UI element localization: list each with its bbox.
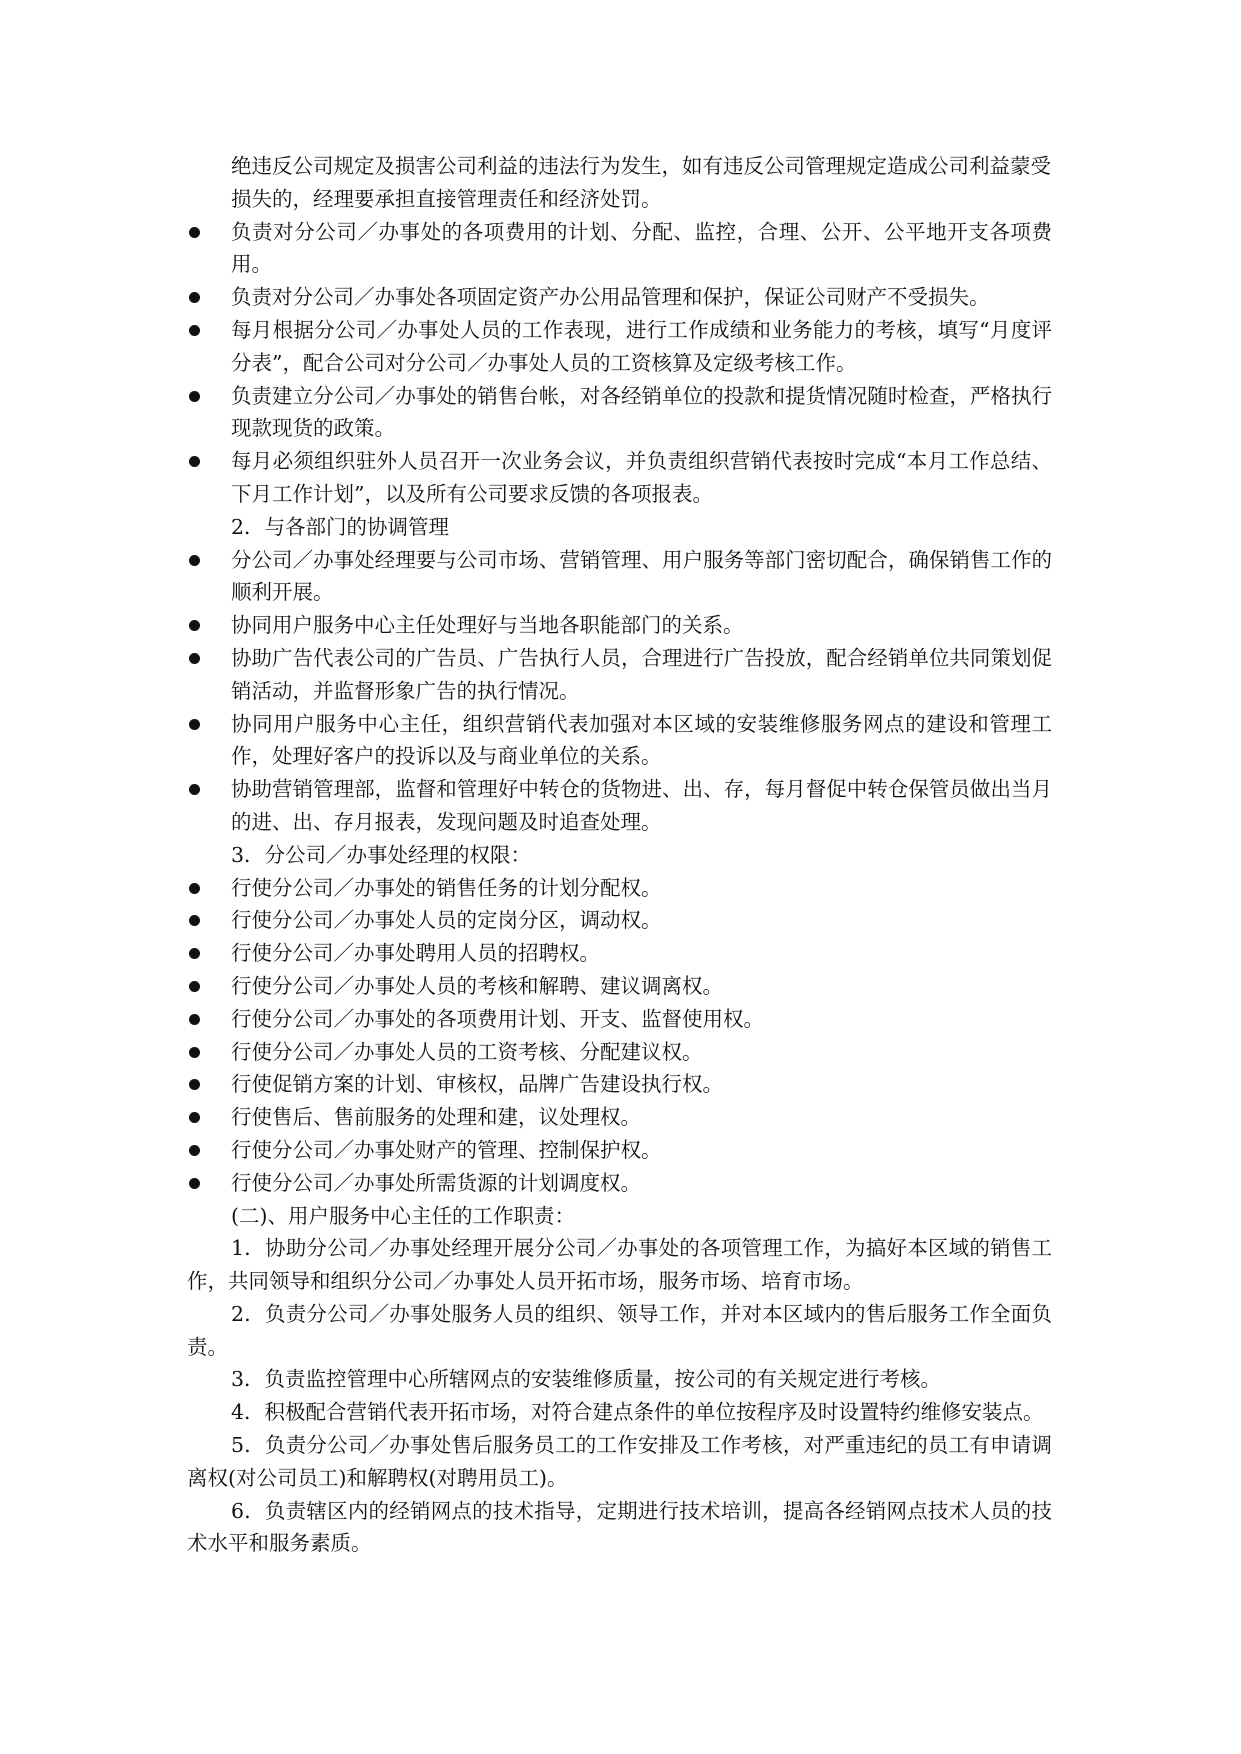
bullet-icon xyxy=(189,948,200,959)
bullet-icon xyxy=(189,915,200,926)
bullet-icon xyxy=(189,1047,200,1058)
list-item xyxy=(187,872,1052,905)
list-item xyxy=(187,1036,1052,1069)
list-item-text: 行使分公司／办事处人员的考核和解聘、建议调离权。 xyxy=(231,973,723,998)
list-item xyxy=(187,642,1052,708)
list-item xyxy=(187,1134,1052,1167)
list-item xyxy=(187,708,1052,774)
bullet-icon xyxy=(189,883,200,894)
list-item xyxy=(187,380,1052,446)
list-item-text: 负责对分公司／办事处各项固定资产办公用品管理和保护，保证公司财产不受损失。 xyxy=(231,285,990,310)
list-item-text: 行使分公司／办事处聘用人员的招聘权。 xyxy=(231,941,600,966)
bullet-icon xyxy=(189,1014,200,1025)
service-director-duties xyxy=(187,1232,1052,1560)
lead-paragraph: 绝违反公司规定及损害公司利益的违法行为发生，如有违反公司管理规定造成公司利益蒙受损失的，经理要承担直接管理责任和经济处罚。 xyxy=(231,154,1051,211)
list-item-text: 行使分公司／办事处人员的工资考核、分配建议权。 xyxy=(231,1039,703,1064)
list-item xyxy=(187,1167,1052,1200)
bullet-icon xyxy=(189,719,200,730)
list-item-text: 行使分公司／办事处所需货源的计划调度权。 xyxy=(231,1170,641,1195)
list-item-text: 协助营销管理部，监督和管理好中转仓的货物进、出、存，每月督促中转仓保管员做出当月的进、出、存月报表，发现问题及时追查处理。 xyxy=(231,777,1052,834)
bullet-icon xyxy=(189,391,200,402)
section-heading-service-director: (二)、用户服务中心主任的工作职责： xyxy=(231,1203,575,1228)
list-item-text: 协同用户服务中心主任，组织营销代表加强对本区域的安装维修服务网点的建设和管理工作，处理好客户的投诉以及与商业单位的关系。 xyxy=(231,711,1052,769)
section-heading-coordination: 2．与各部门的协调管理 xyxy=(231,514,450,539)
list-item-text: 行使分公司／办事处人员的定岗分区，调动权。 xyxy=(231,908,662,933)
section-heading-authority: 3．分公司／办事处经理的权限： xyxy=(231,842,532,867)
coordination-list xyxy=(187,544,1052,839)
document-page xyxy=(187,150,1052,1560)
list-item xyxy=(187,1101,1052,1134)
numbered-paragraph: 1．协助分公司／办事处经理开展分公司／办事处的各项管理工作，为搞好本区域的销售工作，共同领导和组织分公司／办事处人员开拓市场，服务市场、培育市场。 xyxy=(187,1236,1052,1294)
list-item xyxy=(187,445,1052,511)
numbered-paragraph: 6．负责辖区内的经销网点的技术指导，定期进行技术培训，提高各经销网点技术人员的技术水平和服务素质。 xyxy=(187,1498,1052,1556)
bullet-icon xyxy=(189,325,200,336)
list-item xyxy=(187,609,1052,642)
list-item xyxy=(187,937,1052,970)
numbered-paragraph: 4．积极配合营销代表开拓市场，对符合建点条件的单位按程序及时设置特约维修安装点。 xyxy=(231,1400,1044,1425)
bullet-icon xyxy=(189,456,200,467)
bullet-icon xyxy=(189,227,200,238)
bullet-icon xyxy=(189,292,200,303)
list-item xyxy=(187,970,1052,1003)
list-item xyxy=(187,773,1052,839)
bullet-icon xyxy=(189,784,200,795)
list-item-text: 负责建立分公司／办事处的销售台帐，对各经销单位的投款和提货情况随时检查，严格执行现款现货的政策。 xyxy=(231,383,1052,441)
numbered-paragraph: 5．负责分公司／办事处售后服务员工的工作安排及工作考核，对严重违纪的员工有申请调离权(对公司员工)和解聘权(对聘用员工)。 xyxy=(187,1433,1052,1490)
list-item-text: 行使分公司／办事处的各项费用计划、开支、监督使用权。 xyxy=(231,1006,764,1031)
bullet-icon xyxy=(189,653,200,664)
numbered-paragraph: 3．负责监控管理中心所辖网点的安装维修质量，按公司的有关规定进行考核。 xyxy=(231,1367,942,1392)
list-item-text: 负责对分公司／办事处的各项费用的计划、分配、监控，合理、公开、公平地开支各项费用。 xyxy=(231,219,1052,277)
list-item-text: 行使分公司／办事处财产的管理、控制保护权。 xyxy=(231,1137,662,1162)
list-item-text: 行使分公司／办事处的销售任务的计划分配权。 xyxy=(231,875,662,900)
list-item-text: 行使售后、售前服务的处理和建，议处理权。 xyxy=(231,1105,641,1130)
list-item xyxy=(187,281,1052,314)
list-item-text: 分公司／办事处经理要与公司市场、营销管理、用户服务等部门密切配合，确保销售工作的顺利开展。 xyxy=(231,547,1052,605)
bullet-icon xyxy=(189,1079,200,1090)
list-item xyxy=(187,1003,1052,1036)
authority-list xyxy=(187,872,1052,1200)
list-item-text: 协同用户服务中心主任处理好与当地各职能部门的关系。 xyxy=(231,613,744,638)
numbered-paragraph: 2．负责分公司／办事处服务人员的组织、领导工作，并对本区域内的售后服务工作全面负责。 xyxy=(187,1301,1052,1359)
list-item-text: 行使促销方案的计划、审核权，品牌广告建设执行权。 xyxy=(231,1072,723,1097)
bullet-icon xyxy=(189,555,200,566)
bullet-icon xyxy=(189,981,200,992)
manager-duties-list xyxy=(187,216,1052,511)
list-item-text: 协助广告代表公司的广告员、广告执行人员，合理进行广告投放，配合经销单位共同策划促销活动，并监督形象广告的执行情况。 xyxy=(231,645,1052,703)
list-item xyxy=(187,1068,1052,1101)
list-item-text: 每月根据分公司／办事处人员的工作表现，进行工作成绩和业务能力的考核，填写“月度评分表”，配合公司对分公司／办事处人员的工资核算及定级考核工作。 xyxy=(231,317,1052,375)
bullet-icon xyxy=(189,1112,200,1123)
list-item xyxy=(187,216,1052,282)
bullet-icon xyxy=(189,620,200,631)
list-item xyxy=(187,544,1052,610)
bullet-icon xyxy=(189,1145,200,1156)
list-item-text: 每月必须组织驻外人员召开一次业务会议，并负责组织营销代表按时完成“本月工作总结、下月工作计划”，以及所有公司要求反馈的各项报表。 xyxy=(231,449,1052,506)
list-item xyxy=(187,904,1052,937)
list-item xyxy=(187,314,1052,380)
bullet-icon xyxy=(189,1178,200,1189)
